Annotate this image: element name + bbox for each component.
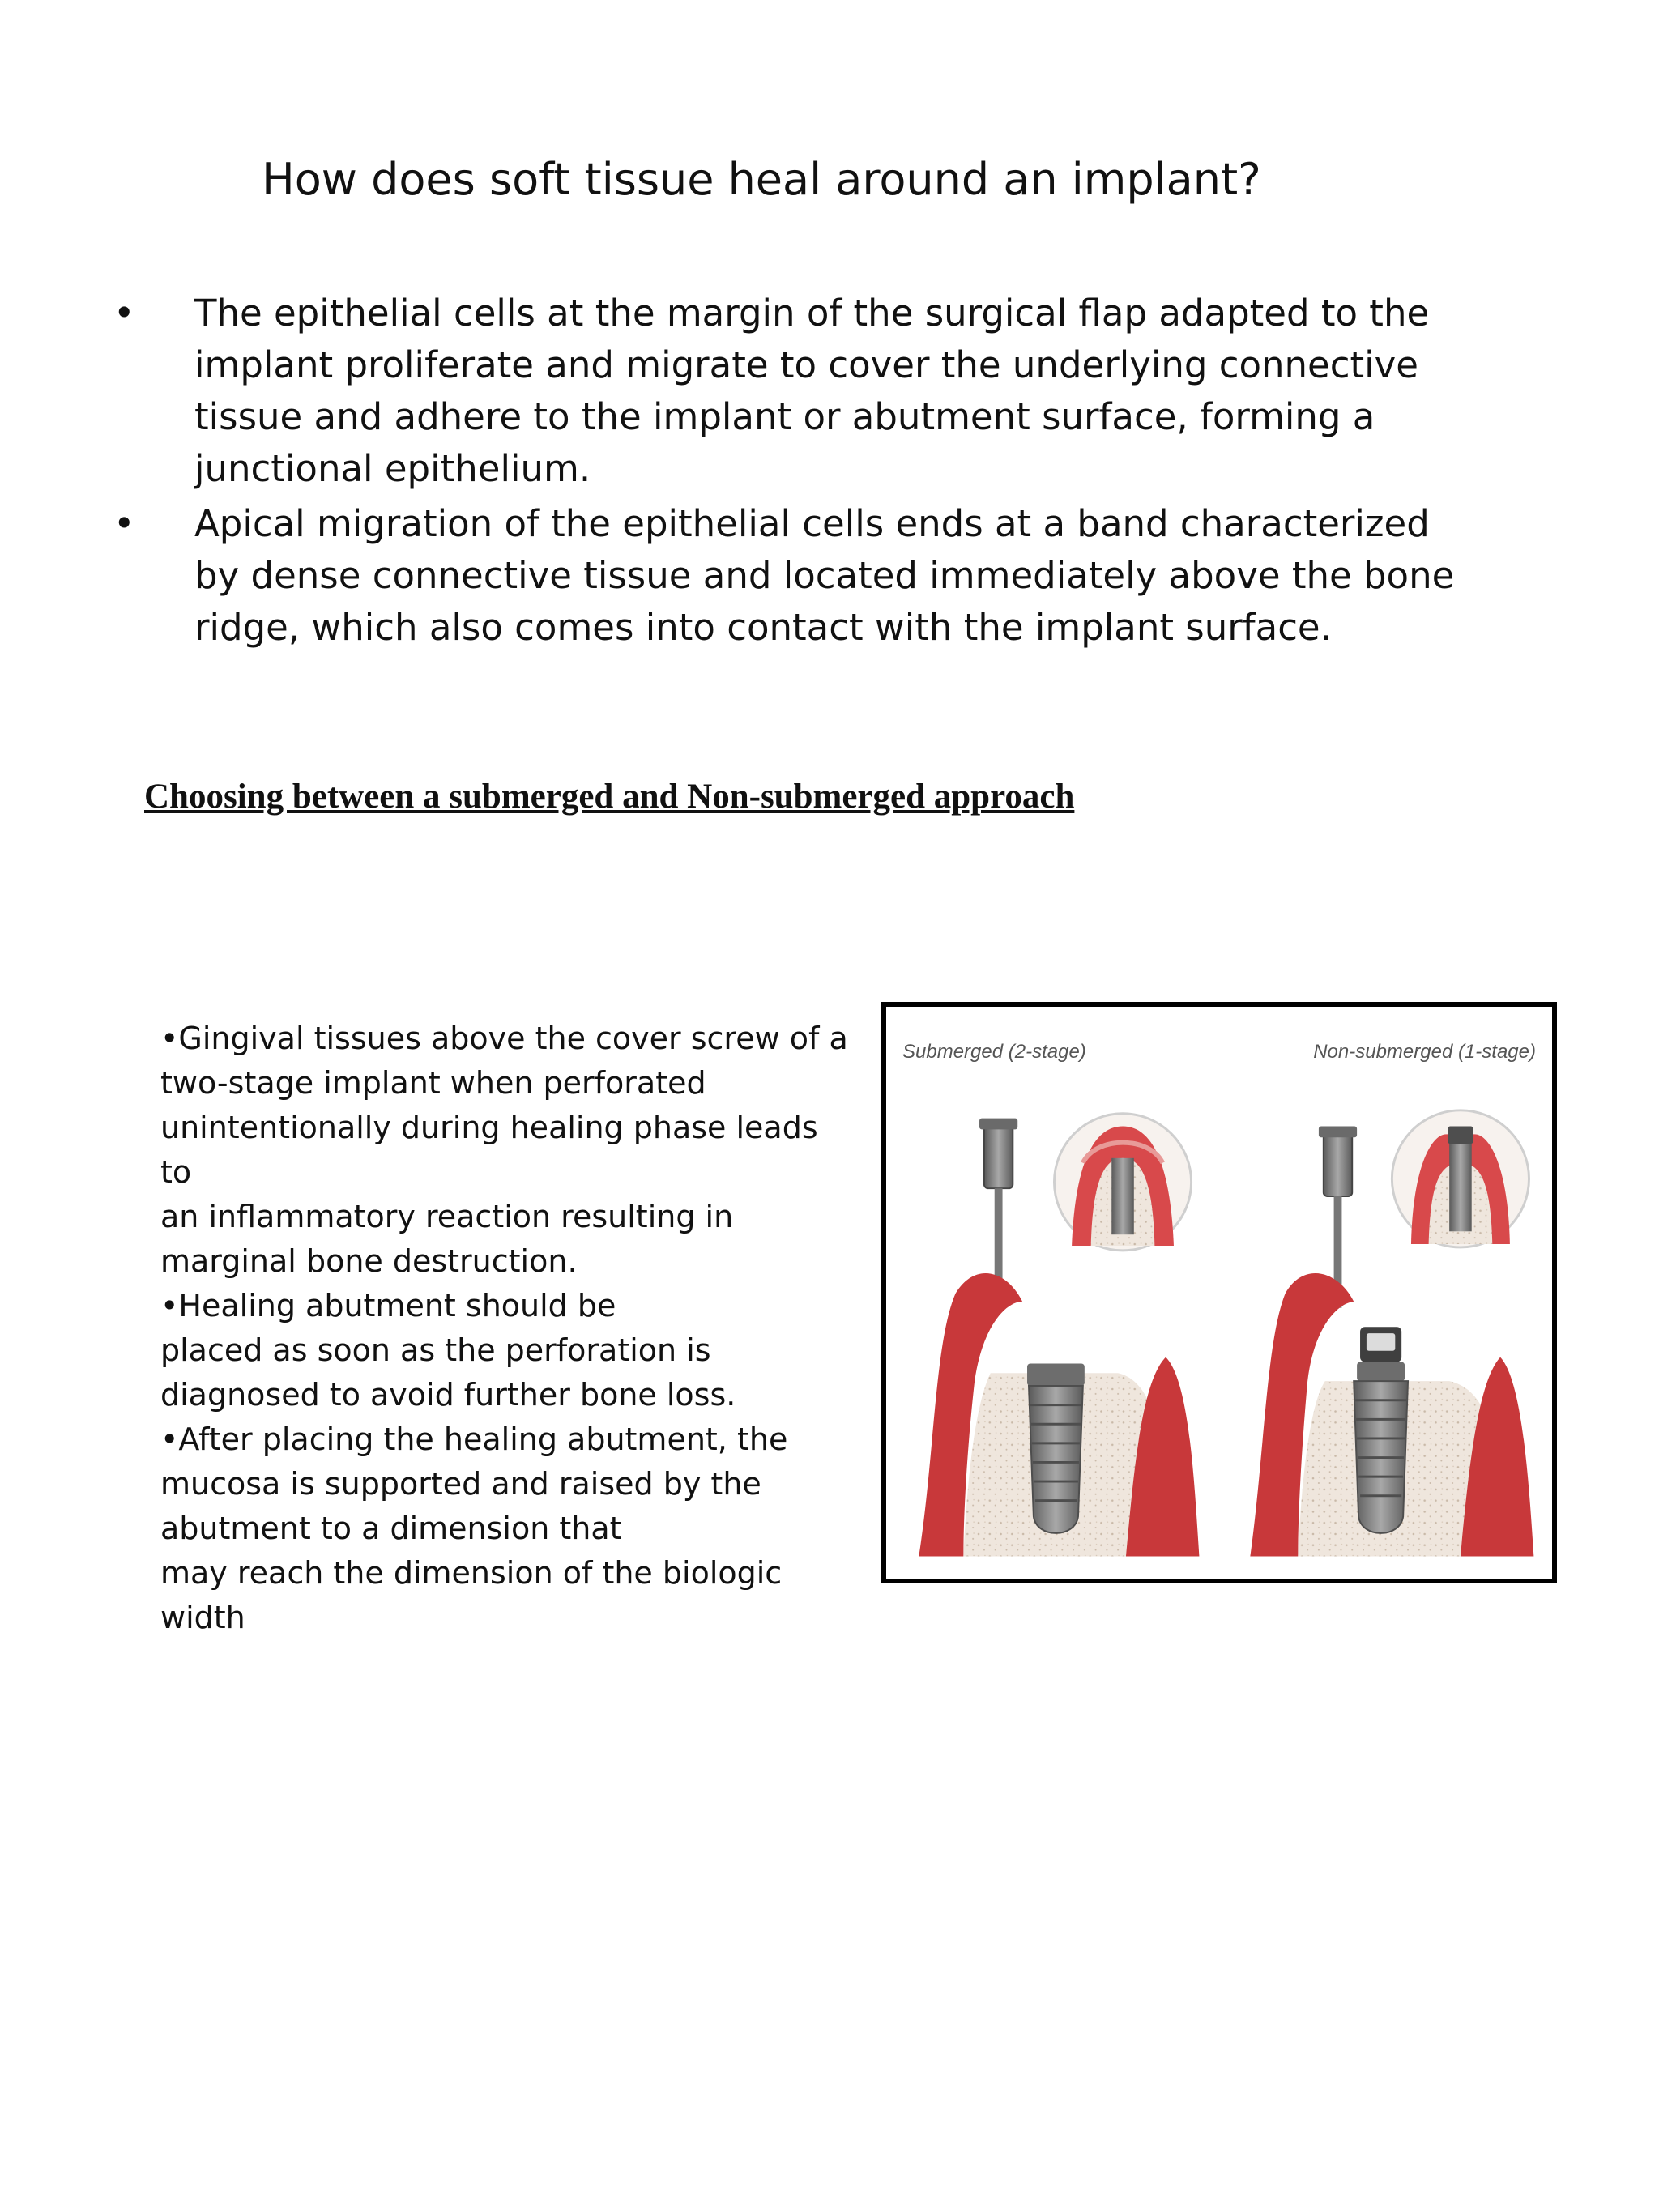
text-line: •Gingival tissues above the cover screw of a (160, 1021, 848, 1056)
bullet-marker: • (113, 292, 135, 335)
bullet-marker: • (113, 502, 135, 545)
bullet-list (113, 288, 1474, 657)
figure-label-non-submerged: Non-submerged (1-stage) (1313, 1041, 1536, 1063)
text-line: mucosa is supported and raised by the (160, 1466, 761, 1502)
bullet-item (113, 498, 1474, 654)
submerged-implant (1027, 1364, 1085, 1533)
figure-label-submerged: Submerged (2-stage) (902, 1041, 1086, 1063)
submerged-zoom-circle (1054, 1114, 1191, 1251)
text-line: marginal bone destruction. (160, 1243, 578, 1279)
text-line: two-stage implant when perforated (160, 1065, 706, 1101)
text-line: abutment to a dimension that (160, 1511, 622, 1546)
submerged-cover-screw-driver (979, 1119, 1017, 1292)
text-line: may reach the dimension of the biologic (160, 1555, 783, 1591)
left-text-block (160, 1016, 857, 1640)
bullet-text: Apical migration of the epithelial cells ends at a band characterized by dense connective tissue and located immediately above the bone ridge, which also comes into contact with the implant surface. (194, 502, 1455, 649)
text-line: •After placing the healing abutment, the (160, 1421, 788, 1457)
text-line: diagnosed to avoid further bone loss. (160, 1377, 736, 1413)
bullet-text: The epithelial cells at the margin of the surgical flap adapted to the implant proliferate and migrate to cover the underlying connective tissue and adhere to the implant or abutment surface, forming a junctional epithelium. (194, 292, 1430, 490)
implant-approach-figure (881, 1002, 1557, 1583)
bullet-item (113, 288, 1474, 495)
non-submerged-zoom-circle (1392, 1110, 1529, 1247)
text-line: placed as soon as the perforation is (160, 1332, 711, 1368)
text-line: an inflammatory reaction resulting in (160, 1199, 734, 1234)
text-line: •Healing abutment should be (160, 1288, 616, 1323)
page-title: How does soft tissue heal around an implant? (262, 154, 1261, 205)
text-line: unintentionally during healing phase leads to (160, 1110, 818, 1190)
implant-illustration (886, 1007, 1552, 1579)
section-subheading: Choosing between a submerged and Non-submerged approach (144, 778, 1075, 816)
non-submerged-implant (1354, 1327, 1408, 1533)
text-line: width (160, 1600, 245, 1635)
